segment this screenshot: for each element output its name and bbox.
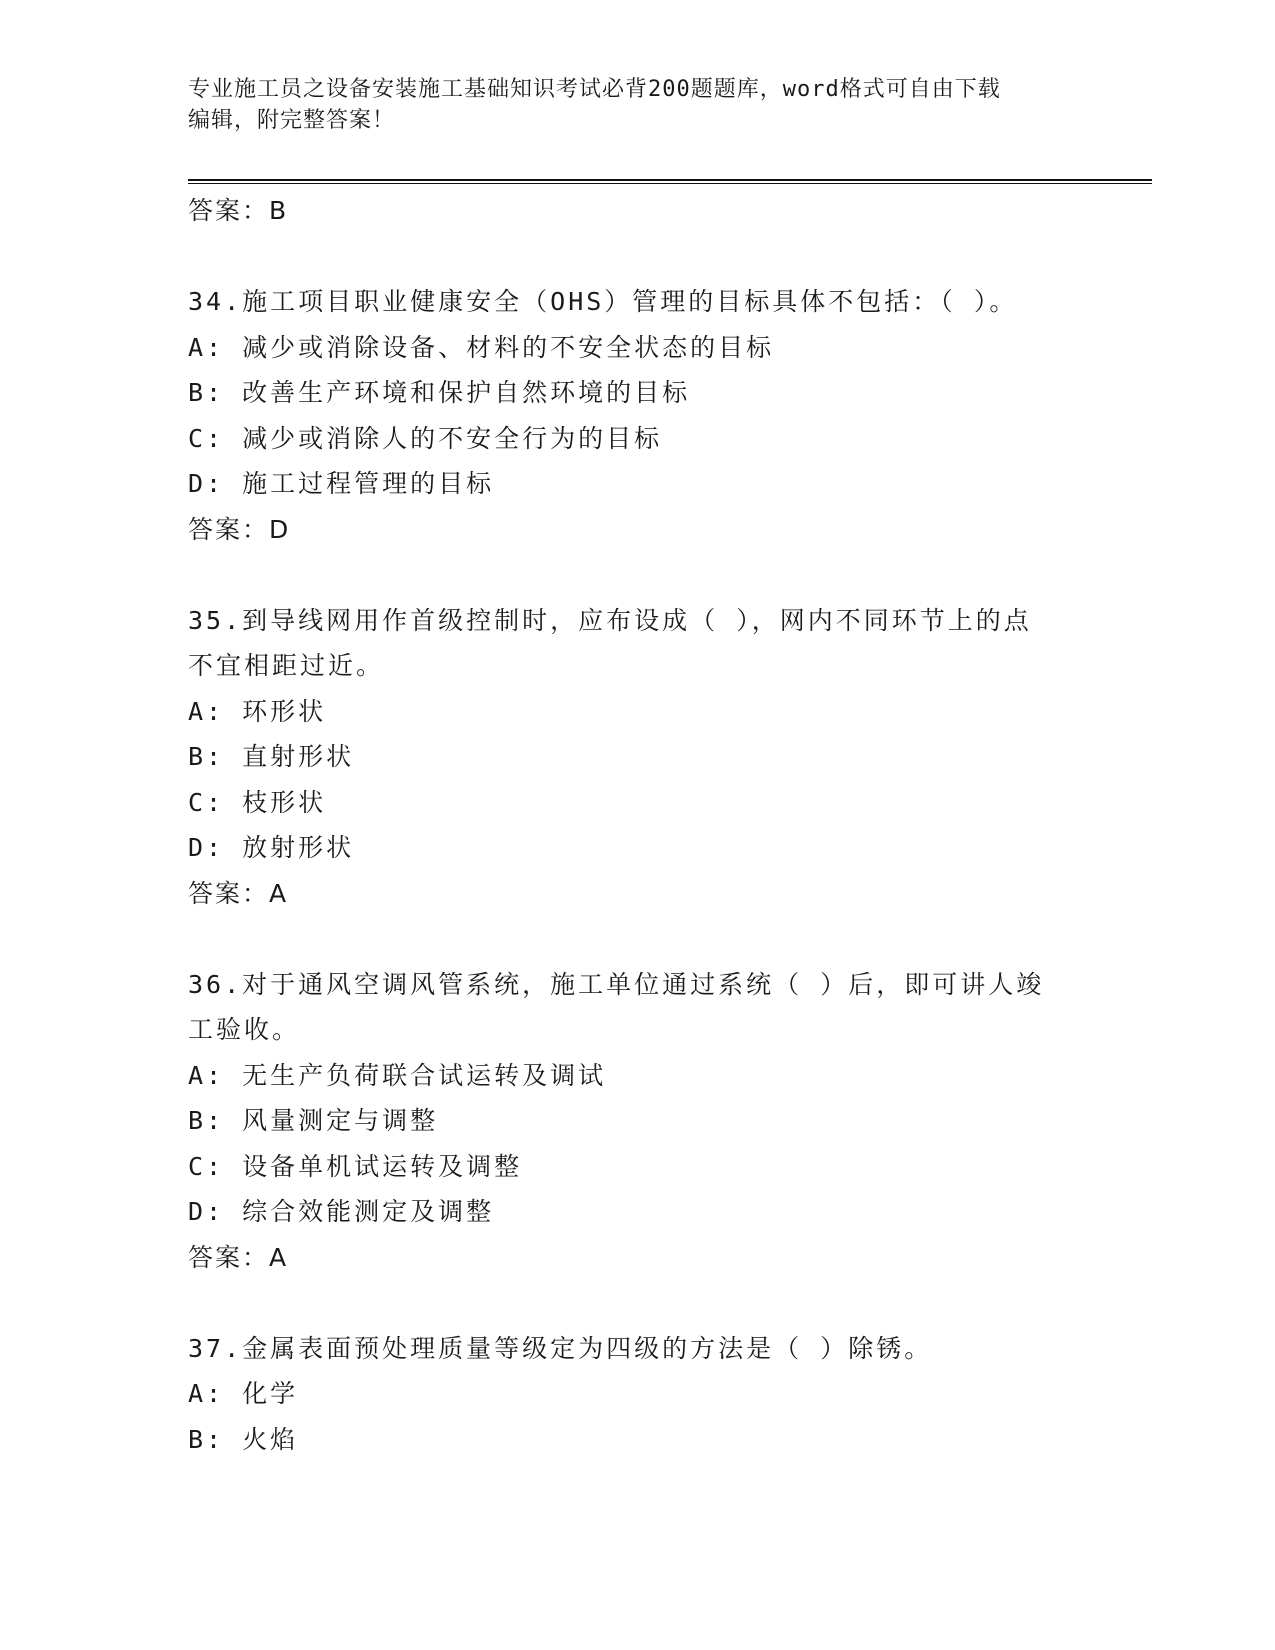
answer-q35: 答案：A: [188, 878, 289, 908]
question-34-option-a: A: 减少或消除设备、材料的不安全状态的目标: [188, 332, 775, 362]
question-37: [188, 1326, 1088, 1463]
question-content: [188, 188, 1088, 1462]
answer-q33: 答案：B: [188, 196, 289, 225]
answer-q36: 答案：A: [188, 1242, 289, 1272]
question-34-option-b: B: 改善生产环境和保护自然环境的目标: [188, 378, 691, 407]
header-title-line-2: 编辑，附完整答案！: [188, 108, 396, 133]
question-36-text-line-1: 36.对于通风空调风管系统，施工单位通过系统（ ）后，即可讲人竣: [188, 969, 1045, 999]
spacer: [188, 1280, 1088, 1326]
question-37-option-a: A: 化学: [188, 1379, 299, 1408]
question-36-option-d: D: 综合效能测定及调整: [188, 1197, 495, 1226]
spacer: [188, 552, 1088, 598]
question-37-option-b: B: 火焰: [188, 1424, 299, 1454]
question-34-text: 34.施工项目职业健康安全（OHS）管理的目标具体不包括：（ ）。: [188, 287, 1018, 316]
question-36-option-a: A: 无生产负荷联合试运转及调试: [188, 1060, 607, 1090]
question-35-text-line-2: 不宜相距过近。: [188, 651, 385, 680]
question-36-text-line-2: 工验收。: [188, 1015, 301, 1044]
header-title-line-1: 专业施工员之设备安装施工基础知识考试必背200题题库，word格式可自由下载: [188, 77, 1001, 102]
spacer: [188, 233, 1088, 279]
question-36-option-c: C: 设备单机试运转及调整: [188, 1151, 523, 1181]
question-34-option-d: D: 施工过程管理的目标: [188, 469, 495, 498]
spacer: [188, 916, 1088, 962]
question-35-option-c: C: 枝形状: [188, 787, 327, 817]
question-37-text: 37.金属表面预处理质量等级定为四级的方法是（ ）除锈。: [188, 1333, 933, 1363]
question-34-option-c: C: 减少或消除人的不安全行为的目标: [188, 423, 663, 453]
header-divider: [188, 179, 1152, 184]
answer-q34: 答案：D: [188, 514, 291, 544]
question-35-option-b: B: 直射形状: [188, 742, 355, 771]
document-header: [188, 74, 1088, 136]
question-35: [188, 598, 1088, 916]
question-35-option-a: A: 环形状: [188, 696, 327, 726]
question-36: [188, 962, 1088, 1280]
question-34: [188, 279, 1088, 552]
question-35-text-line-1: 35.到导线网用作首级控制时，应布设成（ ），网内不同环节上的点: [188, 605, 1032, 635]
question-35-option-d: D: 放射形状: [188, 833, 355, 862]
question-36-option-b: B: 风量测定与调整: [188, 1106, 439, 1135]
